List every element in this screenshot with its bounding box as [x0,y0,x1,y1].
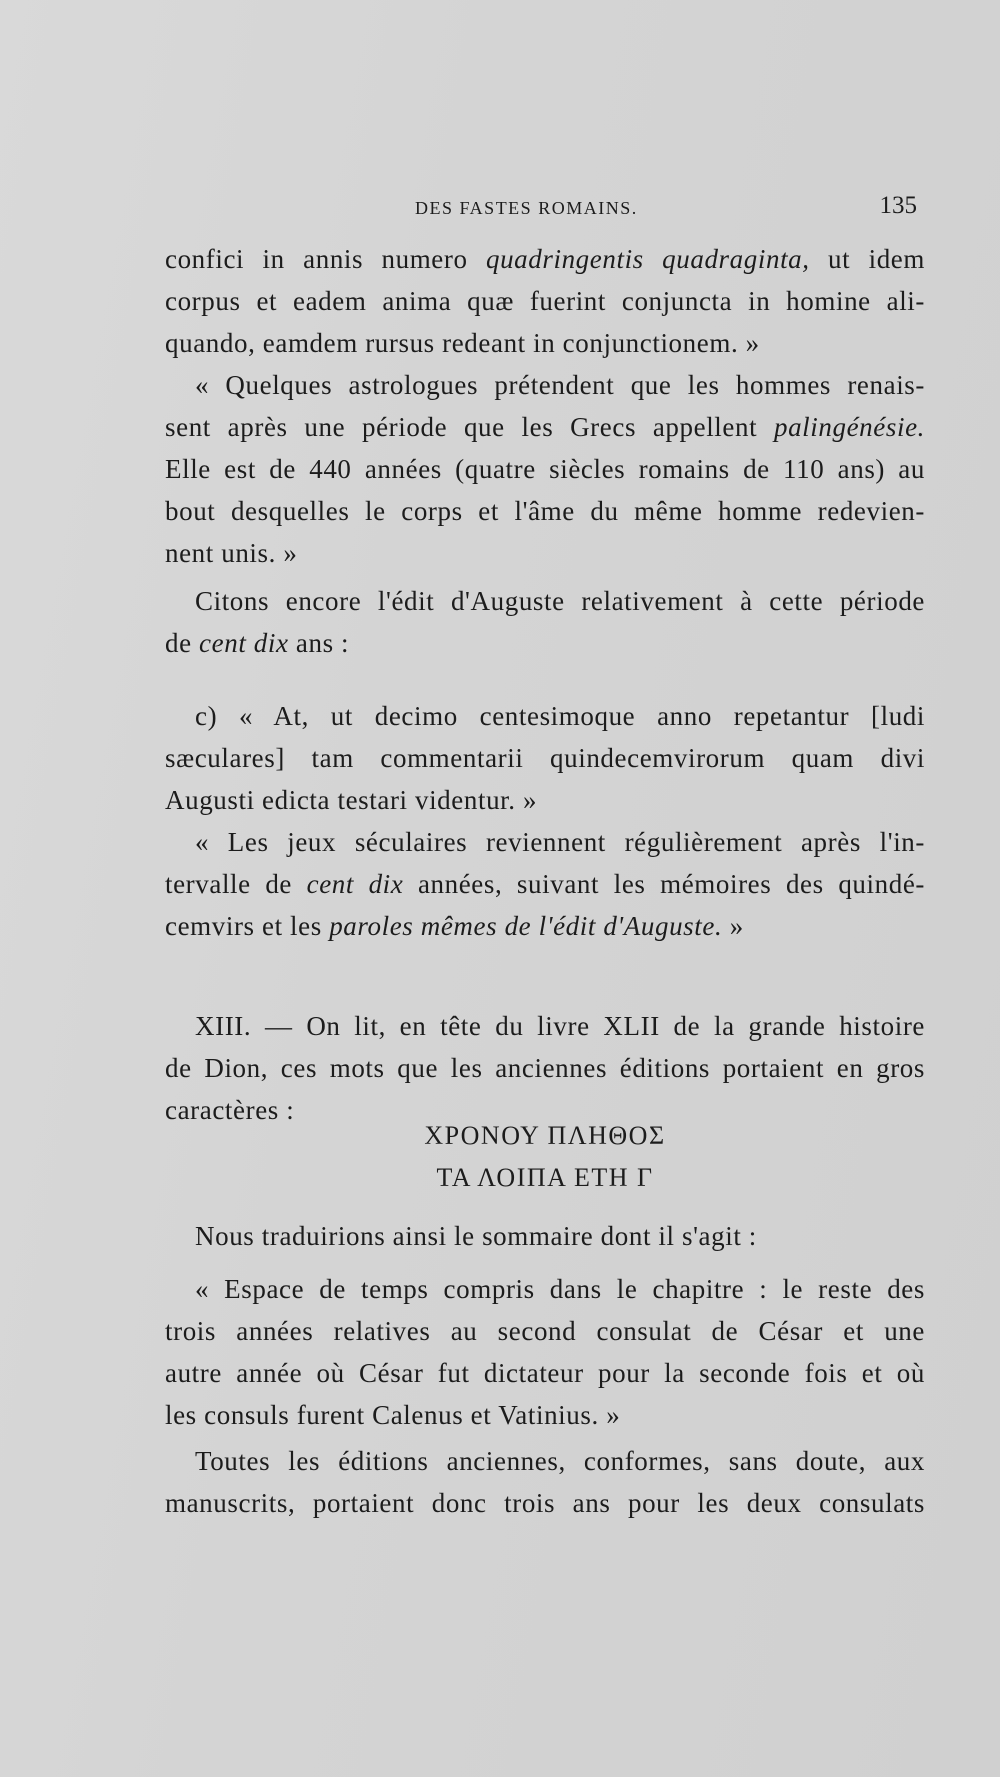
text-line: tervalle de cent dix années, suivant les mémoires des quindé- [165,869,925,899]
text-line: autre année où César fut dictateur pour la seconde fois et où [165,1358,925,1388]
text-line: c) « At, ut decimo centesimoque anno repetantur [ludi [195,701,925,731]
page-header [165,192,925,232]
page-number: 135 [879,192,917,219]
greek-line: ΤΑ ΛΟΙΠΑ ΕΤΗ Γ [436,1163,654,1192]
paragraph-astrologers-translation [165,364,925,574]
text-line: « Espace de temps compris dans le chapitre : le reste des [195,1274,925,1304]
paragraph-translation-intro [165,1215,925,1257]
italic-phrase: paroles mêmes de l'édit d'Auguste. [329,911,723,941]
text-line: quando, eamdem rursus redeant in conjunctionem. » [165,328,760,358]
text-line: trois années relatives au second consulat de César et une [165,1316,925,1346]
italic-phrase: palingénésie. [773,412,925,442]
text-line: confici in annis numero quadringentis quadraginta, ut idem [165,244,925,274]
paragraph-latin-edict-c [165,695,925,821]
text-line: les consuls furent Calenus et Vatinius. » [165,1400,621,1430]
running-head: DES FASTES ROMAINS. [415,198,638,218]
paragraph-time-span-translation [165,1268,925,1436]
text-line: de cent dix ans : [165,628,350,658]
text-line: Toutes les éditions anciennes, conformes, sans doute, aux [195,1446,925,1476]
text-line: « Quelques astrologues prétendent que les hommes renais- [195,370,925,400]
paragraph-augustus-edict-intro [165,580,925,664]
text-line: « Les jeux séculaires reviennent régulièrement après l'in- [195,827,925,857]
italic-phrase: cent dix [306,869,404,899]
text-line: nent unis. » [165,538,298,568]
text-line: corpus et eadem anima quæ fuerint conjuncta in homine ali- [165,286,925,316]
text-line: sæculares] tam commentarii quindecemvirorum quam divi [165,743,925,773]
text-line: Citons encore l'édit d'Auguste relativement à cette période [195,586,925,616]
text-line: sent après une période que les Grecs appellent palingénésie. [165,412,925,442]
italic-phrase: quadringentis quadraginta, [485,244,810,274]
text-line: Augusti edicta testari videntur. » [165,785,538,815]
paragraph-latin-quote-end [165,238,925,364]
text-line: bout desquelles le corps et l'âme du même homme redevien- [165,496,925,526]
text-line: Elle est de 440 années (quatre siècles romains de 110 ans) au [165,454,925,484]
section-xiii-paragraph [165,1005,925,1131]
paragraph-secular-games-translation [165,821,925,947]
paragraph-ancient-editions [165,1440,925,1524]
greek-line: ΧΡΟΝΟΥ ΠΛΗΘΟΣ [424,1121,666,1150]
text-line: cemvirs et les paroles mêmes de l'édit d'Auguste. » [165,911,744,941]
italic-phrase: cent dix [199,628,289,658]
text-line: XIII. — On lit, en tête du livre XLII de la grande histoire [195,1011,925,1041]
text-line: Nous traduirions ainsi le sommaire dont il s'agit : [195,1221,757,1251]
text-line: de Dion, ces mots que les anciennes éditions portaient en gros [165,1053,925,1083]
text-line: manuscrits, portaient donc trois ans pour les deux consulats [165,1488,925,1518]
text-line: caractères : [165,1095,295,1125]
greek-heading [165,1115,925,1199]
